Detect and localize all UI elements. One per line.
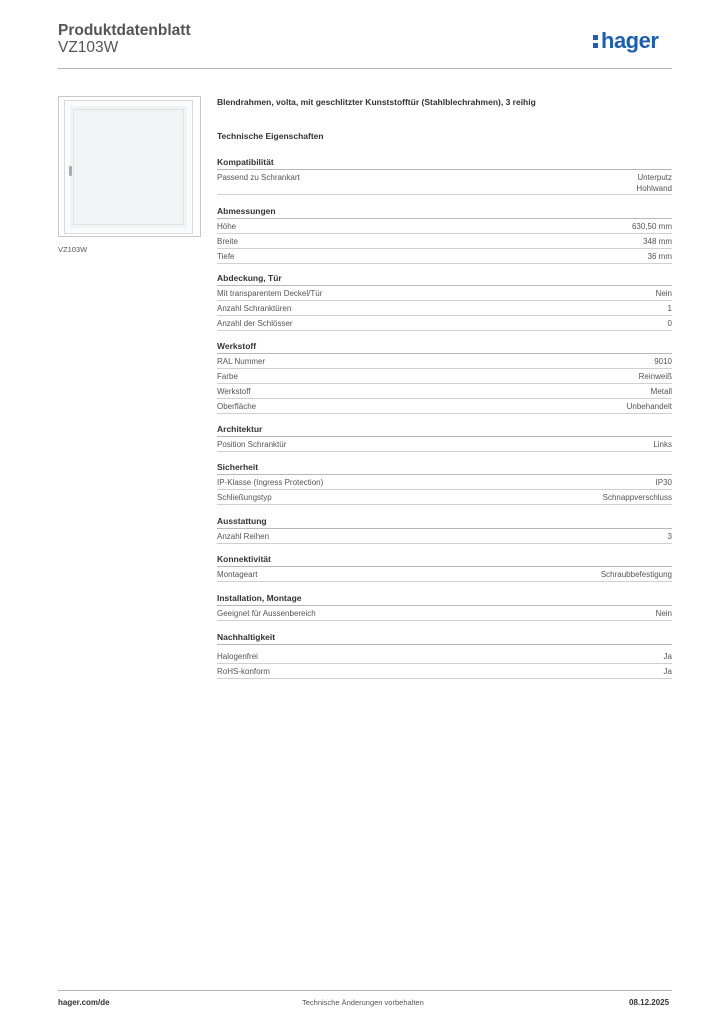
footer-date: 08.12.2025	[629, 998, 670, 1007]
property-row	[217, 234, 672, 249]
property-row	[217, 286, 672, 301]
property-row	[217, 219, 672, 234]
property-value-line: Reinweiß	[638, 372, 672, 381]
footer-website-link[interactable]: hager.com/de	[58, 998, 110, 1007]
property-section	[217, 461, 672, 505]
property-label: Passend zu Schrankart	[217, 173, 300, 182]
property-value-line: Schnappverschluss	[602, 493, 672, 502]
section-title: Installation, Montage	[217, 592, 672, 606]
property-row	[217, 384, 672, 399]
property-value	[639, 371, 672, 383]
property-value	[654, 356, 672, 368]
property-section	[217, 156, 672, 195]
section-title: Abmessungen	[217, 205, 672, 219]
property-row	[217, 664, 672, 679]
property-value-line: 0	[667, 319, 672, 328]
property-section	[217, 423, 672, 452]
section-title: Nachhaltigkeit	[217, 631, 672, 645]
header-divider	[58, 68, 672, 69]
property-label: Anzahl der Schlösser	[217, 319, 293, 328]
property-label: Werkstoff	[217, 387, 251, 396]
property-label: Montageart	[217, 570, 258, 579]
property-row	[217, 649, 672, 664]
property-section	[217, 553, 672, 582]
property-value-line: Unbehandelt	[626, 402, 672, 411]
property-section	[217, 272, 672, 331]
property-label: Tiefe	[217, 252, 235, 261]
property-row	[217, 316, 672, 331]
property-value	[601, 569, 672, 581]
property-row	[217, 567, 672, 582]
property-row	[217, 354, 672, 369]
property-value	[653, 439, 672, 451]
property-value	[664, 651, 672, 663]
property-label: RoHS-konform	[217, 667, 270, 676]
logo-text: hager	[601, 28, 659, 53]
tech-properties-heading: Technische Eigenschaften	[217, 131, 324, 141]
property-value-line: IP30	[655, 478, 672, 487]
property-value	[651, 386, 672, 398]
property-value-line: Ja	[663, 652, 672, 661]
property-row	[217, 606, 672, 621]
property-row	[217, 170, 672, 195]
footer-disclaimer: Technische Änderungen vorbehalten	[302, 998, 424, 1007]
property-label: Halogenfrei	[217, 652, 258, 661]
property-label: Anzahl Schranktüren	[217, 304, 292, 313]
hager-logo[interactable]	[593, 28, 658, 54]
property-section	[217, 340, 672, 414]
property-label: Mit transparentem Deckel/Tür	[217, 289, 323, 298]
property-value	[643, 236, 672, 248]
door-panel-inset	[73, 109, 184, 225]
property-value-line: 36 mm	[647, 252, 672, 261]
property-row	[217, 437, 672, 452]
property-label: Oberfläche	[217, 402, 257, 411]
property-value	[668, 531, 672, 543]
footer-divider	[58, 990, 672, 991]
property-label: Höhe	[217, 222, 237, 231]
section-title: Abdeckung, Tür	[217, 272, 672, 286]
property-label: Schließungstyp	[217, 493, 272, 502]
property-value-line: Hohlwand	[636, 184, 672, 193]
property-value	[668, 303, 672, 315]
property-value-line: Ja	[663, 667, 672, 676]
property-section	[217, 592, 672, 621]
product-code: VZ103W	[58, 39, 119, 56]
property-value-line: Links	[653, 440, 672, 449]
property-value-line: Nein	[655, 609, 672, 618]
property-row	[217, 399, 672, 414]
property-row	[217, 369, 672, 384]
property-value	[636, 172, 672, 194]
property-value-line: 9010	[654, 357, 672, 366]
property-value	[668, 318, 672, 330]
property-value	[664, 666, 672, 678]
property-value	[656, 288, 672, 300]
door-handle-icon	[69, 166, 72, 176]
section-title: Werkstoff	[217, 340, 672, 354]
property-value-line: 1	[667, 304, 672, 313]
page-title: Produktdatenblatt	[58, 22, 191, 39]
property-row	[217, 529, 672, 544]
logo-dots-icon	[593, 33, 599, 49]
property-value-line: Schraubbefestigung	[600, 570, 672, 579]
section-title: Konnektivität	[217, 553, 672, 567]
property-row	[217, 475, 672, 490]
property-label: Farbe	[217, 372, 238, 381]
section-title: Sicherheit	[217, 461, 672, 475]
section-title: Ausstattung	[217, 515, 672, 529]
property-value-line: 3	[667, 532, 672, 541]
image-caption: VZ103W	[58, 245, 88, 254]
property-value-line: Nein	[655, 289, 672, 298]
product-image	[58, 96, 201, 237]
product-description: Blendrahmen, volta, mit geschlitzter Kunststofftür (Stahlblechrahmen), 3 reihig	[217, 97, 536, 107]
property-value	[656, 477, 672, 489]
property-label: Geeignet für Aussenbereich	[217, 609, 316, 618]
property-value	[632, 221, 672, 233]
property-value-line: 348 mm	[643, 237, 672, 246]
property-row	[217, 490, 672, 505]
section-title: Architektur	[217, 423, 672, 437]
property-value	[648, 251, 672, 263]
property-section	[217, 631, 672, 679]
section-title: Kompatibilität	[217, 156, 672, 170]
property-section	[217, 515, 672, 544]
property-label: Position Schranktür	[217, 440, 287, 449]
property-row	[217, 249, 672, 264]
property-label: RAL Nummer	[217, 357, 266, 366]
property-label: Anzahl Reihen	[217, 532, 270, 541]
property-value-line: 630,50 mm	[631, 222, 672, 231]
property-section	[217, 205, 672, 264]
property-row	[217, 301, 672, 316]
property-value	[603, 492, 672, 504]
property-label: Breite	[217, 237, 238, 246]
property-value-line: Unterputz	[637, 173, 672, 182]
property-label: IP-Klasse (Ingress Protection)	[217, 478, 324, 487]
property-value-line: Metall	[650, 387, 672, 396]
door-panel-icon	[64, 100, 193, 234]
property-value	[656, 608, 672, 620]
property-value	[627, 401, 672, 413]
